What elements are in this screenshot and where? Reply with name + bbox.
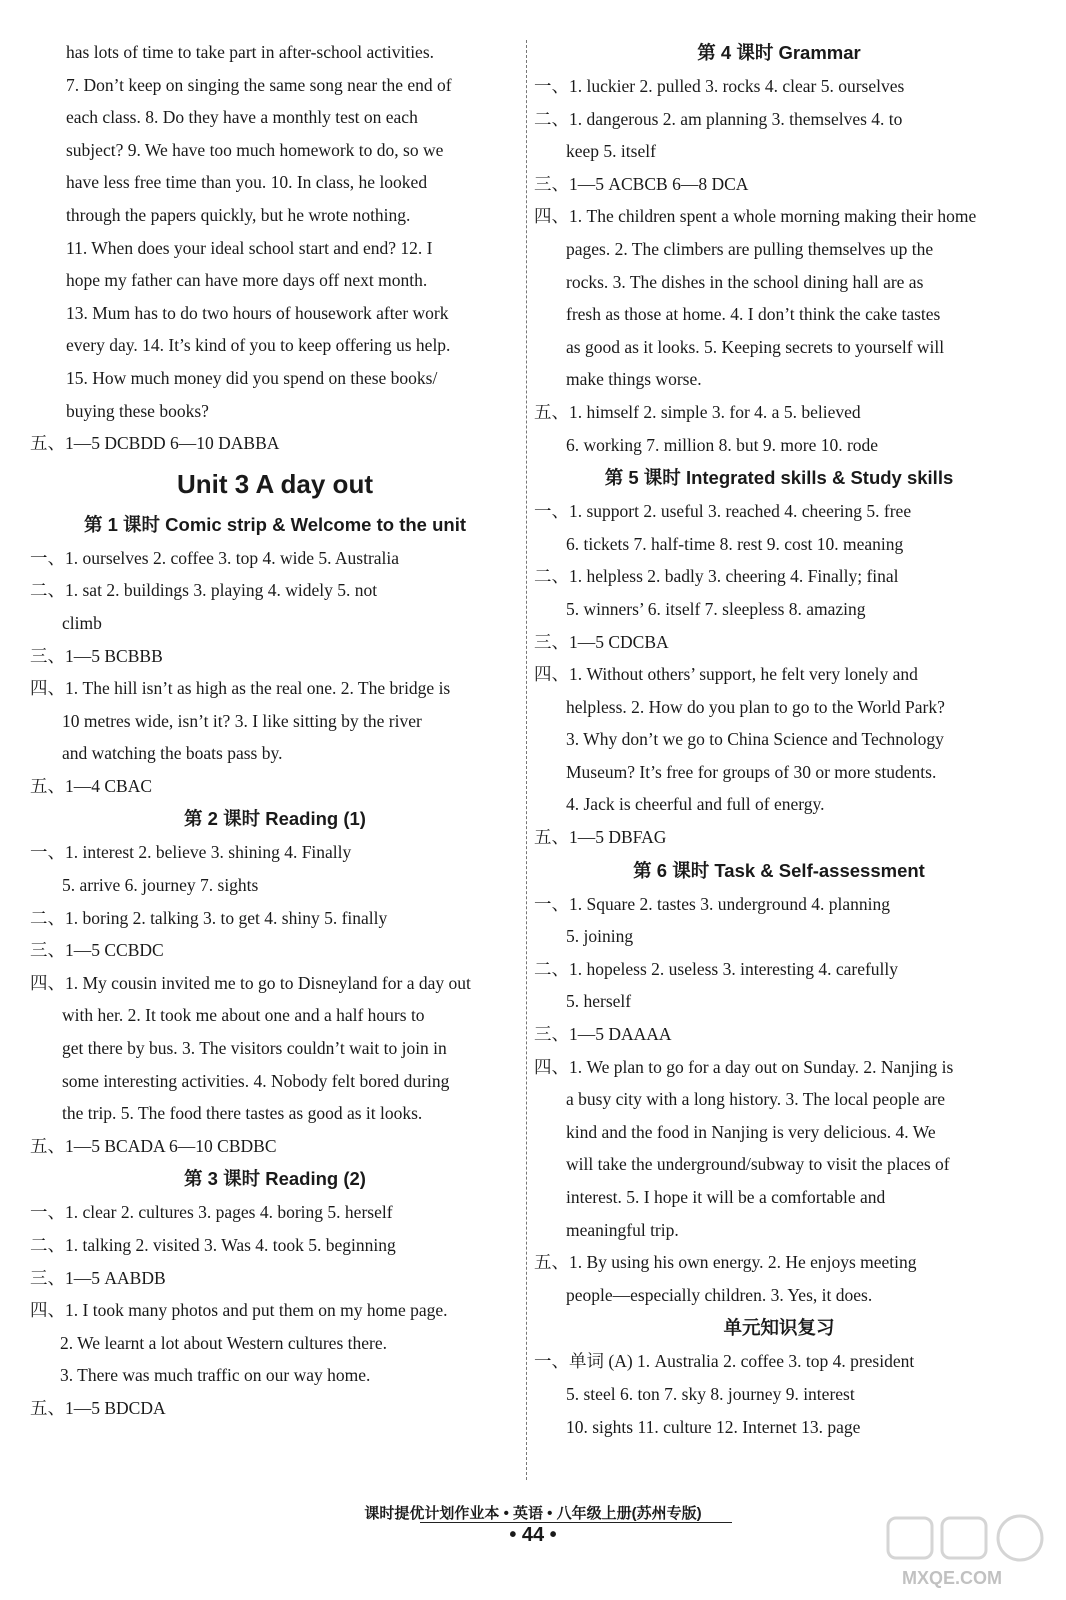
answer-line: 11. When does your ideal school start and end? 12. I (66, 237, 433, 258)
answer-line: 二、1. boring 2. talking 3. to get 4. shiny 5. finally (30, 907, 388, 928)
lesson-6-title: 第 6 课时 Task & Self-assessment (633, 859, 925, 881)
answer-line: a busy city with a long history. 3. The local people are (566, 1089, 946, 1110)
answer-line: people—especially children. 3. Yes, it does. (566, 1284, 873, 1305)
answer-line: interest. 5. I hope it will be a comfortable and (566, 1187, 886, 1207)
answer-line: 二、1. hopeless 2. useless 3. interesting 4. carefully (534, 958, 899, 979)
answer-line: with her. 2. It took me about one and a half hours to (62, 1005, 425, 1026)
answer-line: subject? 9. We have too much homework to do, so we (66, 139, 444, 160)
answer-line: 10 metres wide, isn’t it? 3. I like sitting by the river (62, 710, 422, 731)
answer-line: helpless. 2. How do you plan to go to the World Park? (566, 696, 945, 717)
answer-line: 二、1. sat 2. buildings 3. playing 4. widely 5. not (30, 580, 378, 601)
answer-line: 五、1—4 CBAC (30, 775, 153, 796)
answer-line: 三、1—5 BCBBB (30, 645, 163, 666)
answer-line: 五、1—5 BCADA 6—10 CBDBC (30, 1135, 277, 1156)
answer-line: 一、1. luckier 2. pulled 3. rocks 4. clear 5. ourselves (534, 76, 905, 96)
lesson-2-title: 第 2 课时 Reading (1) (184, 808, 366, 830)
answer-line: 二、1. helpless 2. badly 3. cheering 4. Finally; final (534, 566, 899, 587)
column-divider (526, 40, 527, 1480)
answer-line: 2. We learnt a lot about Western cultures there. (60, 1332, 387, 1353)
answer-line: 四、1. We plan to go for a day out on Sunday. 2. Nanjing is (534, 1056, 954, 1077)
answer-line: and watching the boats pass by. (62, 743, 283, 764)
answer-line: hope my father can have more days off next month. (66, 270, 428, 291)
answer-line: get there by bus. 3. The visitors couldn’t wait to join in (62, 1038, 447, 1059)
answer-line: 5. arrive 6. journey 7. sights (62, 875, 259, 896)
answer-line: rocks. 3. The dishes in the school dining hall are as (566, 271, 924, 292)
right-column (534, 36, 1024, 1443)
answer-line: 5. joining (566, 926, 634, 947)
answer-line: 一、1. ourselves 2. coffee 3. top 4. wide 5. Australia (30, 547, 400, 568)
answer-line: 二、1. dangerous 2. am planning 3. themselves 4. to (534, 108, 903, 129)
answer-line: kind and the food in Nanjing is very delicious. 4. We (566, 1121, 936, 1142)
lesson-4-title: 第 4 课时 Grammar (697, 42, 861, 63)
answer-line: some interesting activities. 4. Nobody felt bored during (62, 1070, 450, 1091)
answer-line: meaningful trip. (566, 1219, 679, 1240)
answer-line: 三、1—5 DAAAA (534, 1024, 672, 1045)
answer-line: as good as it looks. 5. Keeping secrets to yourself will (566, 336, 945, 357)
answer-line: 7. Don’t keep on singing the same song near the end of (66, 74, 452, 95)
answer-line: through the papers quickly, but he wrote nothing. (66, 204, 411, 225)
answer-line: 二、1. talking 2. visited 3. Was 4. took 5. beginning (30, 1235, 396, 1255)
answer-line: buying these books? (66, 400, 209, 421)
answer-line: has lots of time to take part in after-school activities. (66, 42, 435, 62)
answer-line: 5. winners’ 6. itself 7. sleepless 8. amazing (566, 598, 866, 619)
answer-line: 一、1. Square 2. tastes 3. underground 4. planning (534, 893, 890, 914)
answer-line: 四、1. The children spent a whole morning making their home (534, 206, 977, 227)
answer-line: the trip. 5. The food there tastes as good as it looks. (62, 1103, 423, 1124)
answer-line: 10. sights 11. culture 12. Internet 13. page (566, 1416, 861, 1437)
svg-text:MXQE.COM: MXQE.COM (902, 1568, 1003, 1588)
answer-line: 四、1. I took many photos and put them on my home page. (30, 1300, 448, 1321)
answer-line: 三、1—5 ACBCB 6—8 DCA (534, 173, 749, 194)
watermark-logo-icon (882, 1512, 1052, 1592)
answer-line: 6. tickets 7. half-time 8. rest 9. cost 10. meaning (566, 533, 904, 554)
answer-line: 一、1. support 2. useful 3. reached 4. cheering 5. free (534, 501, 912, 522)
answer-line: have less free time than you. 10. In class, he looked (66, 172, 428, 193)
answer-line: keep 5. itself (566, 141, 656, 162)
unit-title: Unit 3 A day out (177, 468, 373, 499)
answer-line: 4. Jack is cheerful and full of energy. (566, 794, 825, 815)
lesson-1-title: 第 1 课时 Comic strip & Welcome to the unit (83, 513, 467, 535)
answer-line: 5. steel 6. ton 7. sky 8. journey 9. interest (566, 1383, 855, 1404)
answer-line: fresh as those at home. 4. I don’t think the cake tastes (566, 304, 941, 325)
answer-line: 五、1—5 BDCDA (30, 1397, 166, 1418)
answer-line: 五、1. By using his own energy. 2. He enjoys meeting (534, 1252, 917, 1273)
answer-line: 一、1. interest 2. believe 3. shining 4. Finally (30, 842, 352, 863)
page-number: • 44 • (509, 1524, 557, 1546)
answer-line: 四、1. Without others’ support, he felt very lonely and (534, 664, 918, 685)
answer-line: 一、1. clear 2. cultures 3. pages 4. boring 5. herself (30, 1202, 393, 1223)
answer-line: 6. working 7. million 8. but 9. more 10. rode (566, 434, 879, 455)
answer-line: make things worse. (566, 369, 702, 390)
answer-line: 3. Why don’t we go to China Science and Technology (566, 729, 944, 750)
answer-line: will take the underground/subway to visit the places of (566, 1154, 950, 1175)
footer-rule (420, 1522, 732, 1523)
answer-line: 五、1—5 DBFAG (534, 827, 667, 848)
answer-line: 三、1—5 AABDB (30, 1267, 166, 1288)
answer-line: 一、单词 (A) 1. Australia 2. coffee 3. top 4. president (534, 1351, 915, 1372)
answer-line: each class. 8. Do they have a monthly test on each (66, 107, 418, 128)
answer-line: 13. Mum has to do two hours of housework after work (66, 302, 449, 323)
answer-line: 15. How much money did you spend on these books/ (66, 367, 438, 388)
left-column (30, 36, 520, 1425)
answer-line: pages. 2. The climbers are pulling themselves up the (566, 238, 934, 259)
unit-review-title: 单元知识复习 (723, 1317, 835, 1339)
answer-line: Museum? It’s free for groups of 30 or more students. (566, 761, 937, 782)
answer-line: 四、1. The hill isn’t as high as the real one. 2. The bridge is (30, 678, 451, 699)
answer-line: 5. herself (566, 991, 632, 1012)
answer-line: 五、1—5 DCBDD 6—10 DABBA (30, 433, 280, 454)
answer-line: every day. 14. It’s kind of you to keep offering us help. (66, 335, 451, 356)
book-title-footer: 课时提优计划作业本 • 英语 • 八年级上册(苏州专版) (364, 1505, 702, 1522)
answer-line: climb (62, 612, 102, 633)
lesson-5-title: 第 5 课时 Integrated skills & Study skills (604, 467, 954, 489)
answer-line: 三、1—5 CCBDC (30, 940, 164, 961)
answer-line: 3. There was much traffic on our way home. (60, 1365, 371, 1386)
answer-line: 五、1. himself 2. simple 3. for 4. a 5. believed (534, 401, 861, 422)
answer-line: 四、1. My cousin invited me to go to Disneyland for a day out (30, 972, 471, 993)
lesson-3-title: 第 3 课时 Reading (2) (184, 1168, 366, 1190)
answer-line: 三、1—5 CDCBA (534, 631, 669, 652)
